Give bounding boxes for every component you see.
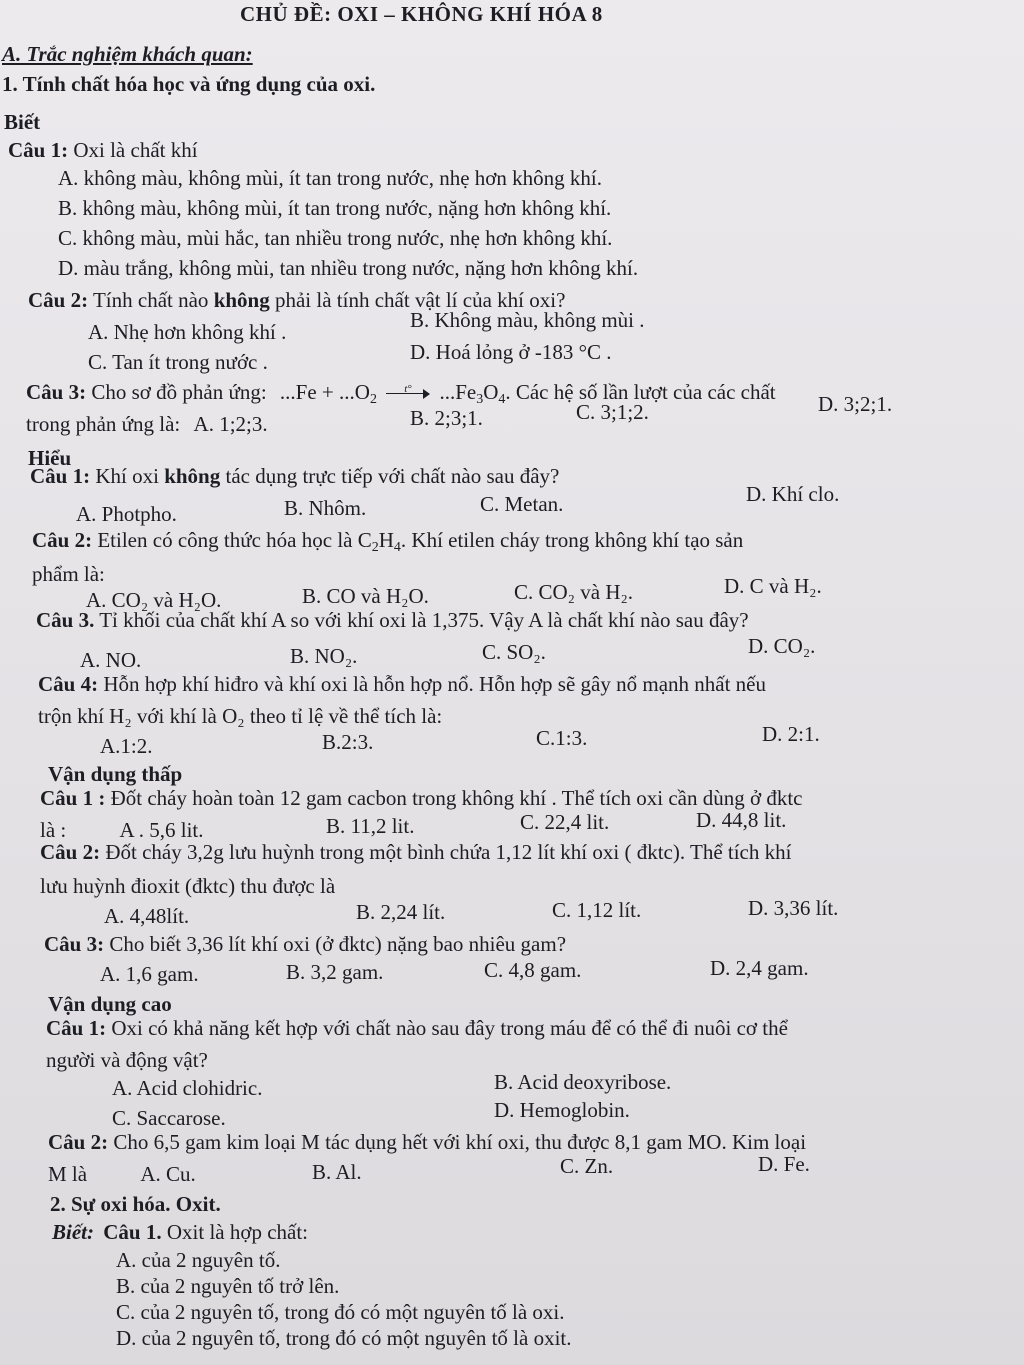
p2q1-option-c: C. của 2 nguyên tố, trong đó có một nguyên tố là oxi. <box>116 1300 565 1324</box>
v2-option-c: C. 1,12 lít. <box>552 898 642 922</box>
v3-option-a: A. 1,6 gam. <box>100 962 199 986</box>
q2-option-c: C. Tan ít trong nước . <box>88 350 268 374</box>
q1-option-c: C. không màu, mùi hắc, tan nhiều trong nước, nhẹ hơn không khí. <box>58 226 613 250</box>
h1-option-b: B. Nhôm. <box>284 496 367 520</box>
h3-option-b: B. NO₂. <box>290 644 358 668</box>
question-1: Câu 1: Oxi là chất khí <box>8 138 198 162</box>
v2-option-d: D. 3,36 lít. <box>748 896 839 920</box>
h4-option-c: C.1:3. <box>536 726 588 750</box>
v1-line2: là : A . 5,6 lit. <box>40 818 204 842</box>
c1-option-b: B. Acid deoxyribose. <box>494 1070 672 1094</box>
level-van-dung-thap: Vận dụng thấp <box>48 762 183 786</box>
vdt-question-3: Câu 3: Cho biết 3,36 lít khí oxi (ở đktc) nặng bao nhiêu gam? <box>44 932 567 956</box>
q3-option-c: C. 3;1;2. <box>576 400 649 424</box>
p2q1-option-d: D. của 2 nguyên tố, trong đó có một nguyên tố là oxit. <box>116 1326 572 1350</box>
hieu-question-3: Câu 3. Tỉ khối của chất khí A so với khí oxi là 1,375. Vậy A là chất khí nào sau đây? <box>36 608 749 632</box>
q1-option-d: D. màu trắng, không mùi, tan nhiều trong nước, nặng hơn không khí. <box>58 256 639 280</box>
c2-line2: M là A. Cu. <box>48 1162 196 1186</box>
q3-line2: trong phản ứng là: A. 1;2;3. <box>26 412 268 436</box>
q1-option-a: A. không màu, không mùi, ít tan trong nước, nhẹ hơn không khí. <box>58 166 602 190</box>
v1-option-d: D. 44,8 lit. <box>696 808 787 832</box>
question-2: Câu 2: Tính chất nào không phải là tính chất vật lí của khí oxi? <box>28 288 566 312</box>
v2-line2: lưu huỳnh đioxit (đktc) thu được là <box>40 874 336 898</box>
hieu-question-4: Câu 4: Hỗn hợp khí hiđro và khí oxi là hỗn hợp nổ. Hỗn hợp sẽ gây nổ mạnh nhất nếu <box>38 672 766 696</box>
p2q1-option-b: B. của 2 nguyên tố trở lên. <box>116 1274 340 1298</box>
c2-option-b: B. Al. <box>312 1160 362 1184</box>
level-biet: Biết <box>4 110 41 134</box>
question-3: Câu 3: Cho sơ đồ phản ứng: $...Fe + ...O_2$ t° $...Fe_3O_4$. Các hệ số lần lượt của các chất <box>26 380 776 407</box>
h2-option-d: D. C và H₂. <box>724 574 822 598</box>
part1-heading: 1. Tính chất hóa học và ứng dụng của oxi. <box>2 72 376 96</box>
c1-option-c: C. Saccarose. <box>112 1106 226 1130</box>
q1-option-b: B. không màu, không mùi, ít tan trong nước, nặng hơn không khí. <box>58 196 612 220</box>
reaction-arrow: t° <box>386 387 430 399</box>
hieu-question-1: Câu 1: Khí oxi không tác dụng trực tiếp với chất nào sau đây? <box>30 464 560 488</box>
c2-option-d: D. Fe. <box>758 1152 810 1176</box>
h3-option-c: C. SO₂. <box>482 640 546 664</box>
h3-option-d: D. CO₂. <box>748 634 816 658</box>
q2-option-d: D. Hoá lỏng ở -183 °C . <box>410 340 612 364</box>
vdt-question-2: Câu 2: Đốt cháy 3,2g lưu huỳnh trong một bình chứa 1,12 lít khí oxi ( đktc). Thể tích khí <box>40 840 792 864</box>
q3-option-b: B. 2;3;1. <box>410 406 483 430</box>
h4-option-b: B.2:3. <box>322 730 374 754</box>
q2-option-a: A. Nhẹ hơn không khí . <box>88 320 287 344</box>
section-a-heading: A. Trắc nghiệm khách quan: <box>2 42 253 66</box>
v3-option-b: B. 3,2 gam. <box>286 960 384 984</box>
h4-option-d: D. 2:1. <box>762 722 820 746</box>
h1-option-a: A. Photpho. <box>76 502 177 526</box>
h2-line2: phẩm là: <box>32 562 105 586</box>
v2-option-b: B. 2,24 lít. <box>356 900 446 924</box>
part2-heading: 2. Sự oxi hóa. Oxit. <box>50 1192 221 1216</box>
level-hieu: Hiểu <box>28 446 72 470</box>
q3-option-d: D. 3;2;1. <box>818 392 893 416</box>
c1-option-d: D. Hemoglobin. <box>494 1098 630 1122</box>
part2-question-1: Biết: Câu 1. Oxit là hợp chất: <box>52 1220 309 1244</box>
h4-line2: trộn khí H₂ với khí là O₂ theo tỉ lệ về thể tích là: <box>38 704 443 728</box>
vdt-question-1: Câu 1 : Đốt cháy hoàn toàn 12 gam cacbon trong không khí . Thể tích oxi cần dùng ở đktc <box>40 786 803 810</box>
h2-option-b: B. CO và H₂O. <box>302 584 429 608</box>
level-van-dung-cao: Vận dụng cao <box>48 992 172 1016</box>
hieu-question-2: Câu 2: Etilen có công thức hóa học là $C_2H_4$. Khí etilen cháy trong không khí tạo sản <box>32 528 744 555</box>
h3-option-a: A. NO. <box>80 648 142 672</box>
h1-option-d: D. Khí clo. <box>746 482 840 506</box>
h1-option-c: C. Metan. <box>480 492 564 516</box>
c1-option-a: A. Acid clohidric. <box>112 1076 263 1100</box>
h4-option-a: A.1:2. <box>100 734 153 758</box>
v2-option-a: A. 4,48lít. <box>104 904 190 928</box>
vdc-question-2: Câu 2: Cho 6,5 gam kim loại M tác dụng hết với khí oxi, thu được 8,1 gam MO. Kim loại <box>48 1130 807 1154</box>
v3-option-c: C. 4,8 gam. <box>484 958 582 982</box>
page-title: CHỦ ĐỀ: OXI – KHÔNG KHÍ HÓA 8 <box>240 2 603 26</box>
vdc-question-1: Câu 1: Oxi có khả năng kết hợp với chất nào sau đây trong máu để có thể đi nuôi cơ thể <box>46 1016 788 1040</box>
v1-option-b: B. 11,2 lit. <box>326 814 415 838</box>
v1-option-c: C. 22,4 lit. <box>520 810 610 834</box>
v3-option-d: D. 2,4 gam. <box>710 956 809 980</box>
c1-line2: người và động vật? <box>46 1048 208 1072</box>
h2-option-c: C. CO₂ và H₂. <box>514 580 634 604</box>
q2-option-b: B. Không màu, không mùi . <box>410 308 645 332</box>
p2q1-option-a: A. của 2 nguyên tố. <box>116 1248 281 1272</box>
c2-option-c: C. Zn. <box>560 1154 614 1178</box>
h2-option-a: A. CO₂ và H₂O. <box>86 588 222 612</box>
